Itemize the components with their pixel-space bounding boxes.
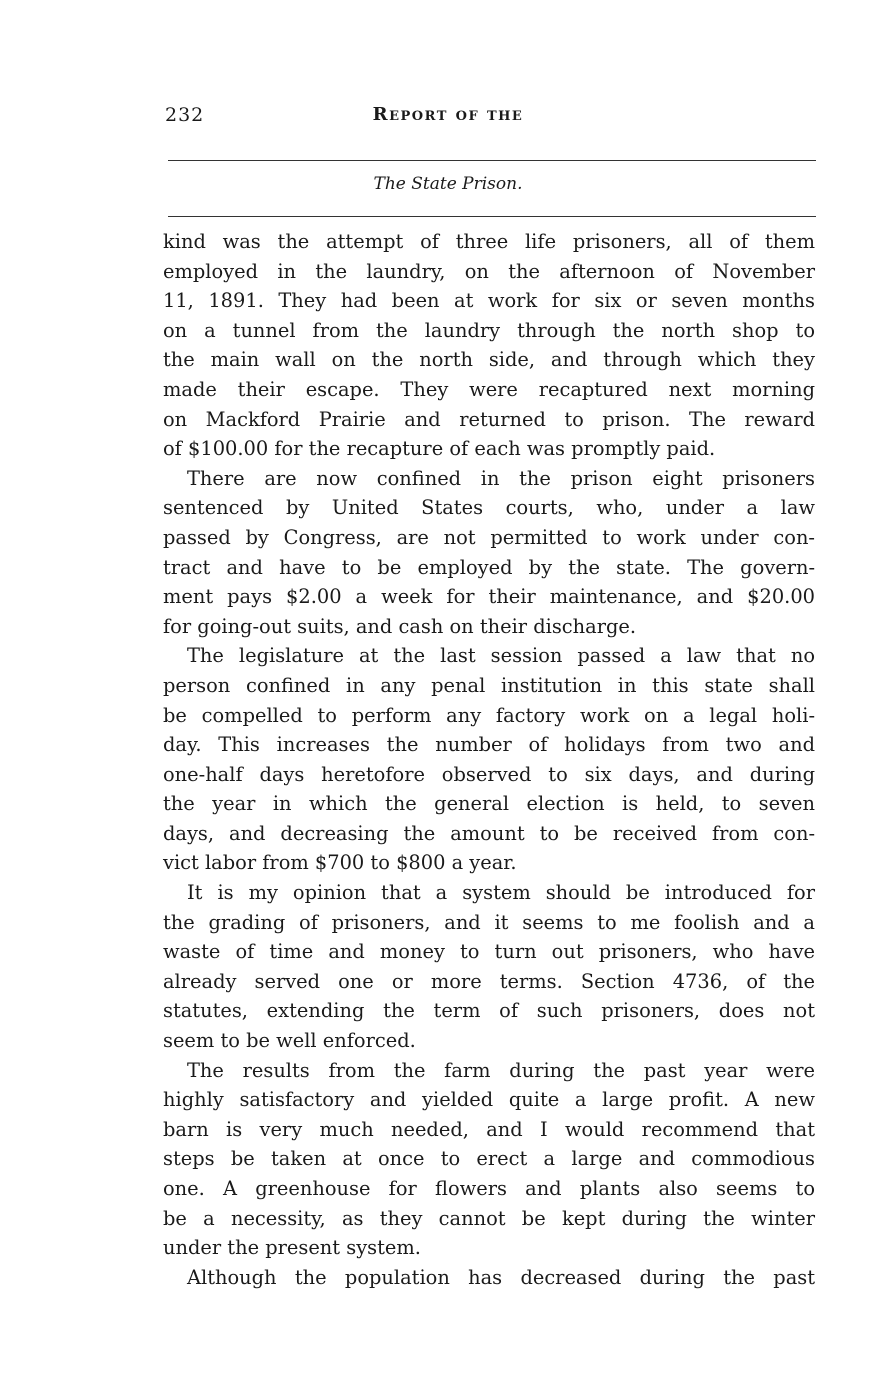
text-line: 11, 1891. They had been at work for six or seven months [163, 289, 815, 313]
section-title: The State Prison. [373, 174, 523, 194]
paragraph-6 [163, 1263, 815, 1293]
text-line: day. This increases the number of holidays from two and [163, 733, 815, 757]
text-line: There are now confined in the prison eight prisoners [187, 466, 815, 490]
text-line: seem to be well enforced. [163, 1029, 416, 1053]
text-line: one. A greenhouse for flowers and plants also seems to [163, 1177, 815, 1200]
paragraph-1 [163, 227, 815, 464]
text-line: made their escape. They were recaptured next morning [163, 377, 815, 401]
text-line: steps be taken at once to erect a large and commodious [163, 1147, 815, 1171]
text-line: The legislature at the last session passed a law that no [187, 644, 815, 668]
body-text [163, 227, 815, 1292]
page-number: 232 [165, 104, 205, 126]
text-line: under the present system. [163, 1236, 421, 1260]
text-line: the main wall on the north side, and through which they [163, 348, 815, 372]
paragraph-2 [163, 464, 815, 642]
text-line: vict labor from $700 to $800 a year. [163, 851, 517, 875]
text-line: barn is very much needed, and I would recommend that [163, 1117, 815, 1141]
bottom-rule [168, 216, 816, 217]
text-line: sentenced by United States courts, who, under a law [163, 496, 815, 520]
text-line: The results from the farm during the past year were [187, 1058, 815, 1082]
text-line: highly satisfactory and yielded quite a large profit. A new [163, 1088, 815, 1112]
text-line: the year in which the general election is held, to seven [163, 792, 815, 816]
text-line: tract and have to be employed by the state. The govern- [163, 555, 815, 579]
text-line: one-half days heretofore observed to six days, and during [163, 762, 815, 786]
text-line: It is my opinion that a system should be introduced for [187, 881, 815, 905]
top-rule [168, 160, 816, 161]
text-line: waste of time and money to turn out prisoners, who have [163, 940, 815, 964]
paragraph-3 [163, 641, 815, 878]
text-line: Although the population has decreased during the past [187, 1265, 815, 1289]
text-line: be compelled to perform any factory work on a legal holi- [163, 703, 815, 727]
text-line: on a tunnel from the laundry through the north shop to [163, 318, 815, 342]
text-line: for going-out suits, and cash on their discharge. [163, 614, 637, 638]
text-line: on Mackford Prairie and returned to prison. The reward [163, 407, 815, 431]
text-line: days, and decreasing the amount to be received from con- [163, 821, 815, 845]
text-line: person confined in any penal institution in this state shall [163, 673, 815, 697]
text-line: kind was the attempt of three life prisoners, all of them [163, 230, 815, 253]
text-line: already served one or more terms. Section 4736, of the [163, 969, 815, 993]
text-line: ment pays $2.00 a week for their maintenance, and $20.00 [163, 585, 815, 609]
paragraph-5 [163, 1056, 815, 1263]
text-line: employed in the laundry, on the afternoon of November [163, 259, 815, 283]
paragraph-4 [163, 878, 815, 1056]
text-line: statutes, extending the term of such prisoners, does not [163, 999, 815, 1023]
text-line: be a necessity, as they cannot be kept during the winter [163, 1206, 815, 1230]
text-line: the grading of prisoners, and it seems to me foolish and a [163, 910, 815, 934]
running-head: Report of the [372, 104, 524, 125]
text-line: passed by Congress, are not permitted to work under con- [163, 525, 815, 549]
text-line: of $100.00 for the recapture of each was promptly paid. [163, 437, 716, 461]
